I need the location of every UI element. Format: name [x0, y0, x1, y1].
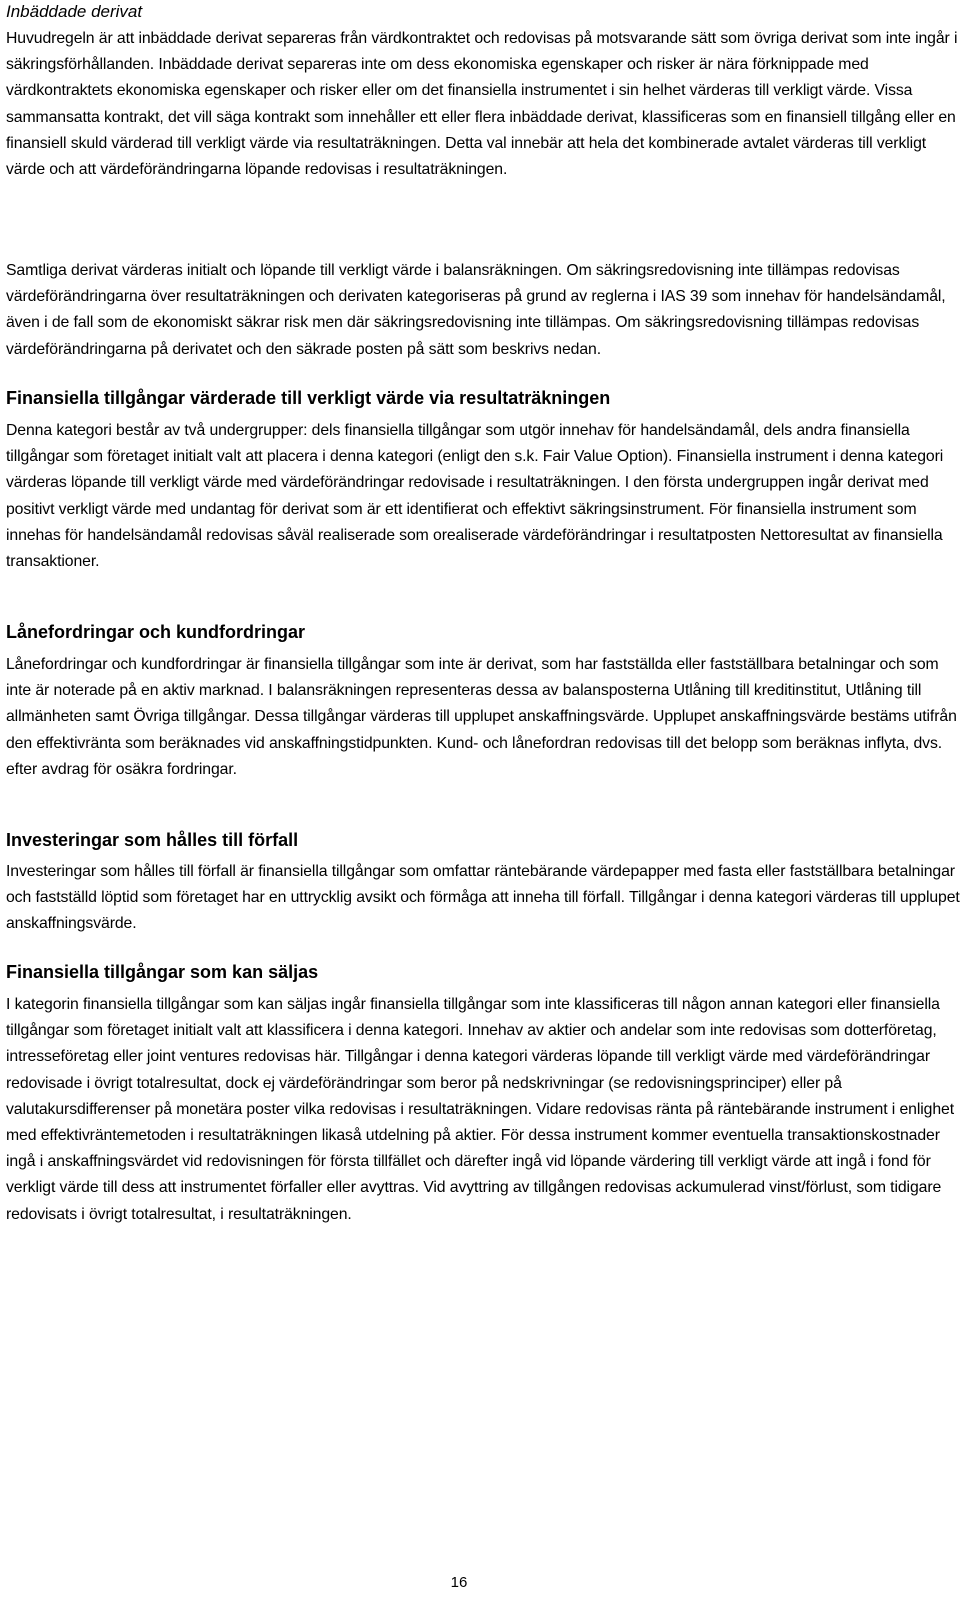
section-inbaddade-derivat	[6, 0, 142, 24]
paragraph-lanefordringar: Lånefordringar och kundfordringar är finansiella tillgångar som inte är derivat, som har fastställda eller fastställbara betalningar och som inte är noterade på en aktiv marknad. I balansräkningen representeras dessa av balansposterna Utlåning till kreditinstitut, Utlåning till allmänheten samt Övriga tillgångar. Dessa tillgångar värderas till upplupet anskaffningsvärde. Upplupet anskaffningsvärde bestäms utifrån den effektivränta som beräknades vid anskaffningstidpunkten. Kund- och lånefordran redovisas till det belopp som beräknas inflyta, dvs. efter avdrag för osäkra fordringar.	[6, 656, 957, 778]
section-heading-kan-saljas: Finansiella tillgångar som kan säljas	[6, 962, 319, 982]
paragraph-inbaddade-derivat: Huvudregeln är att inbäddade derivat separeras från värdkontraktet och redovisas på motsvarande sätt som övriga derivat som inte ingår i säkringsförhållanden. Inbäddade derivat separeras inte om dess ekonomiska egenskaper och risker är nära förknippade med värdkontraktets ekonomiska egenskaper och risker eller om det finansiella instrumentet i sin helhet värderas till verkligt värde. Vissa sammansatta kontrakt, det vill säga kontrakt som innehåller ett eller flera inbäddade derivat, klassificeras som en finansiell tillgång eller en finansiell skuld värderad till verkligt värde via resultaträkningen. Detta val innebär att hela det kombinerade avtalet värderas till verkligt värde och att värdeförändringarna löpande redovisas i resultaträkningen.	[6, 30, 958, 179]
section-heading-investeringar: Investeringar som hålles till förfall	[6, 830, 299, 850]
section-heading-lanefordringar: Lånefordringar och kundfordringar	[6, 622, 306, 642]
paragraph-verkligt-varde: Denna kategori består av två undergrupper: dels finansiella tillgångar som utgör innehav för handelsändamål, dels andra finansiella tillgångar som företaget initialt valt att placera i denna kategori (enligt den s.k. Fair Value Option). Finansiella instrument i denna kategori värderas löpande till verkligt värde med värdeförändringar redovisade i resultaträkningen. I den första undergruppen ingår derivat med positivt verkligt värde med undantag för derivat som är ett identifierat och effektivt säkringsinstrument. För finansiella instrument som innehas för handelsändamål redovisas såväl realiserade som orealiserade värdeförändringar i resultatposten Nettoresultat av finansiella transaktioner.	[6, 422, 944, 571]
section-heading-inbaddade-derivat: Inbäddade derivat	[6, 2, 143, 21]
paragraph-samtliga-derivat: Samtliga derivat värderas initialt och löpande till verkligt värde i balansräkningen. Om säkringsredovisning inte tillämpas redovisas värdeförändringarna över resultaträkningen och derivaten kategoriseras på grund av reglerna i IAS 39 som innehav för handelsändamål, även i de fall som de ekonomiskt säkrar risk men där säkringsredovisning inte tillämpas. Om säkringsredovisning tillämpas redovisas värdeförändringarna på derivatet och den säkrade posten på sätt som beskrivs nedan.	[6, 262, 946, 358]
section-heading-verkligt-varde: Finansiella tillgångar värderade till verkligt värde via resultaträkningen	[6, 388, 611, 408]
paragraph-investeringar: Investeringar som hålles till förfall är finansiella tillgångar som omfattar räntebärande värdepapper med fasta eller fastställbara betalningar och fastställd löptid som företaget har en uttrycklig avsikt och förmåga att inneha till förfall. Tillgångar i denna kategori värderas till upplupet anskaffningsvärde.	[6, 863, 960, 933]
paragraph-kan-saljas: I kategorin finansiella tillgångar som kan säljas ingår finansiella tillgångar som inte klassificeras till någon annan kategori eller finansiella tillgångar som företaget initialt valt att klassificera i denna kategori. Innehav av aktier och andelar som inte redovisas som dotterföretag, intresseföretag eller joint ventures redovisas här. Tillgångar i denna kategori värderas löpande till verkligt värde med värdeförändringar redovisade i övrigt totalresultat, dock ej värdeförändringar som beror på nedskrivningar (se redovisningsprinciper) eller på valutakursdifferenser på monetära poster vilka redovisas i resultaträkningen. Vidare redovisas ränta på räntebärande instrument i enlighet med effektivräntemetoden i resultaträkningen likaså utdelning på aktier. För dessa instrument kommer eventuella transaktionskostnader ingå i anskaffningsvärdet vid redovisningen för första tillfället och därefter ingå vid löpande värdering till verkligt värde att ingå i fond för verkligt värde till dess att instrumentet förfaller eller avyttras. Vid avyttring av tillgången redovisas ackumulerad vinst/förlust, som tidigare redovisats i övrigt totalresultat, i resultaträkningen.	[6, 996, 955, 1223]
page-number: 16	[450, 1574, 468, 1591]
